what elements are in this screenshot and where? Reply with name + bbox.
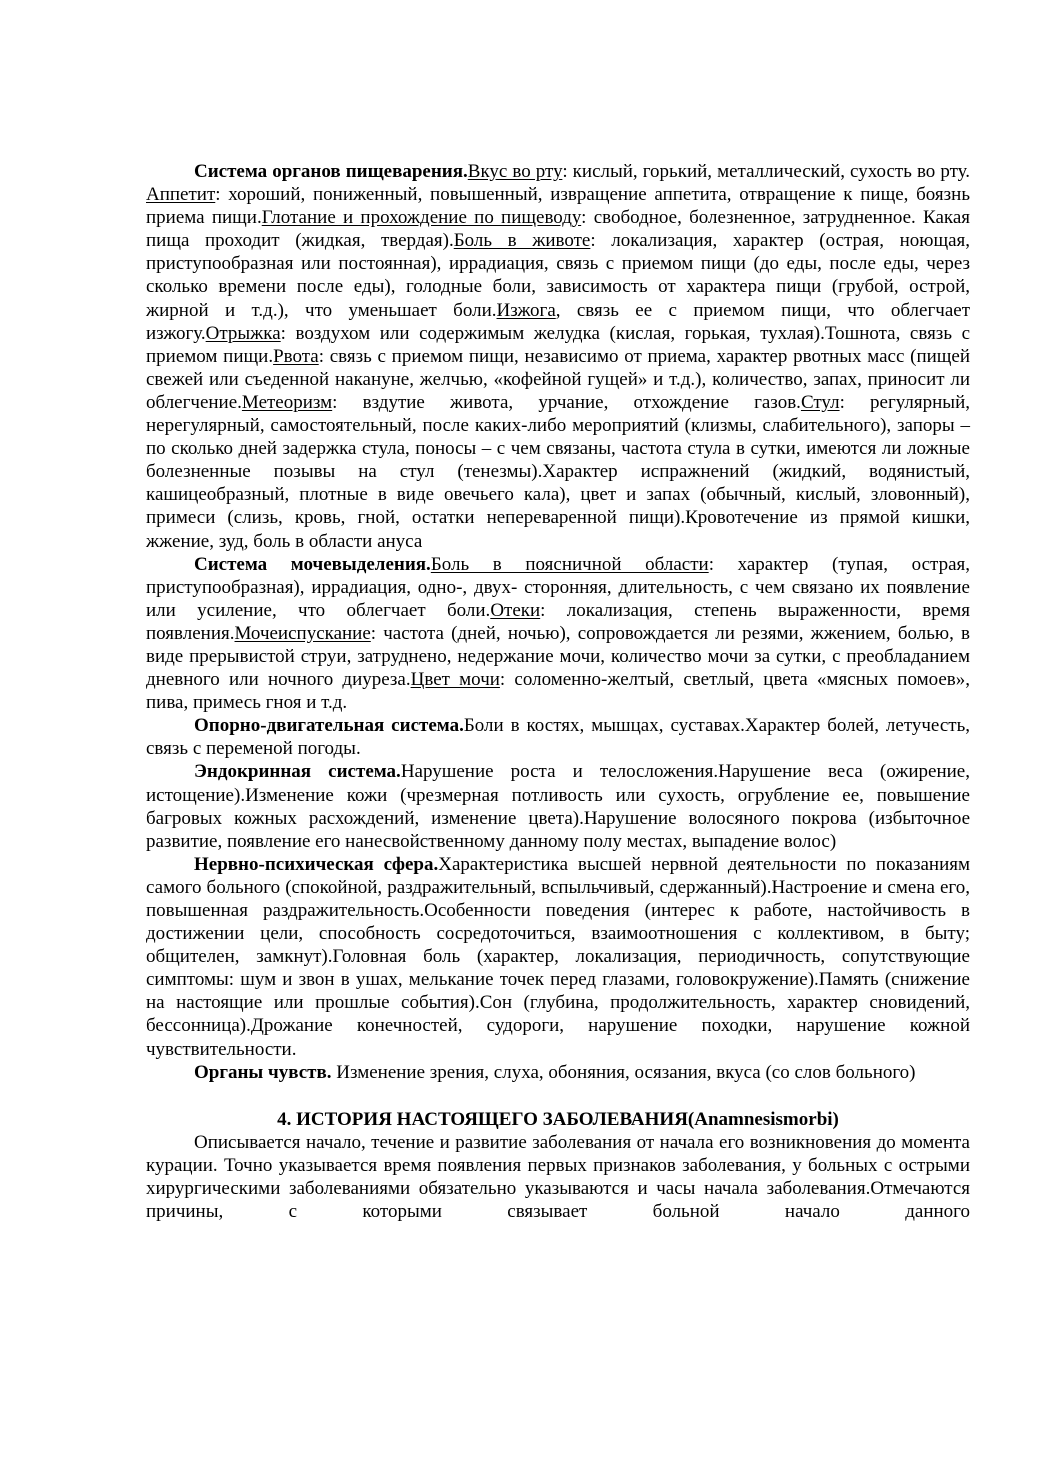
term-underlined: Аппетит [146,184,216,206]
term-underlined: Цвет мочи [410,669,500,691]
paragraph-text: : локализация, характер (острая, ноющая, приступообразная или постоянная), иррадиация, связь с приемом пищи (до еды, после еды, через сколько времени после еды), голодные боли, зависимость от характера пищи (грубой, острой, жирной и т.д.), что уменьшает боли. [146,230,970,321]
paragraph-text: Характеристика высшей нервной деятельности по показаниям самого больного (спокойной, раздражительный, вспыльчивый, сдержанный).Настроение и смена его, повышенная раздражительность.Особенности поведения (интерес к работе, настойчивость в достижении цели, способность сосредоточиться, взаимоотношения с коллективом, в быту; общителен, замкнут).Головная боль (характер, локализация, периодичность, сопутствующие симптомы: шум и звон в ушах, мелькание точек перед глазами, головокружение).Память (снижение на настоящие или прошлые события).Сон (глубина, продолжительность, характер сновидений, бессонница).Дрожание конечностей, судороги, нарушение походки, нарушение кожной чувствительности. [146,853,970,1060]
paragraph-text: : частота (дней, ночью), сопровождается ли резями, жжением, болью, в виде прерывистой струи, затруднено, недержание мочи, количество мочи за сутки, с преобладанием дневного или ночного диуреза. [146,622,970,691]
paragraph-history-present-illness: Описывается начало, течение и развитие заболевания от начала его возникновения до момента курации. Точно указывается время появления первых признаков заболевания, у больных с острыми хирургическими заболеваниями обязательно указываются и часы начала заболевания.Отмечаются причины, с которыми связывает больной начало данного [146,1131,970,1223]
paragraph-title: Нервно-психическая сфера. [194,853,439,875]
term-underlined: Рвота [273,345,319,367]
term-underlined: Боль в животе [453,230,591,252]
term-underlined: Стул [800,391,840,413]
term-underlined: Отеки [490,599,541,621]
paragraph-text: : регулярный, нерегулярный, самостоятельный, после каких-либо мероприятий (клизмы, слабительного), запоры – по сколько дней задержка стула, поносы – с чем связаны, частота стула в сутки, имеются ли ложные болезненные позывы на стул (тенезмы).Характер испражнений (жидкий, водянистый, кашицеобразный, плотные в виде овечьего кала), цвет и запах (обычный, кислый, зловонный), примеси (слизь, кровь, гной, остатки непереваренной пищи).Кровотечение из прямой кишки, жжение, зуд, боль в области ануса [146,391,970,552]
term-underlined: Глотание и прохождение по пищеводу [261,207,582,229]
paragraph-text: : связь с приемом пищи, независимо от приема, характер рвотных масс (пищей свежей или съеденной накануне, желчью, «кофейной гущей» и т.д.), количество, запах, приносит ли облегчение. [146,345,971,413]
paragraph-title: Система мочевыделения. [194,553,431,575]
paragraph-text: : характер (тупая, острая, приступообразная), иррадиация, одно-, двух- сторонняя, длительность, с чем связано их появление или усиление, что облегчает боли. [146,553,971,621]
paragraph-digestive-system [146,160,970,553]
term-underlined: Боль в поясничной области [430,553,709,575]
paragraph-text: : хороший, пониженный, повышенный, извращение аппетита, отвращение к пище, боязнь приема пищи. [146,184,970,229]
paragraph-text: : вздутие живота, урчание, отхождение газов. [332,391,801,413]
paragraph-text: : свободное, болезненное, затрудненное. Какая пища проходит (жидкая, твердая). [146,207,971,252]
paragraph-title: Система органов пищеварения. [194,161,468,182]
paragraph-urinary-system [146,553,970,715]
paragraph-text: : воздухом или содержимым желудка (кислая, горькая, тухлая).Тошнота, связь с приемом пищи. [146,322,970,367]
paragraph-title: Эндокринная система. [194,761,401,783]
paragraph-text: Нарушение роста и телосложения.Нарушение веса (ожирение, истощение).Изменение кожи (чрезмерная потливость или сухость, огрубление ее, повышение багровых кожных расхождений, изменение цвета).Нарушение волосяного покрова (избыточное развитие, появление его нанесвойственному данному полу местах, выпадение волос) [146,761,970,852]
term-underlined: Метеоризм [241,391,333,413]
section-heading-history: 4. ИСТОРИЯ НАСТОЯЩЕГО ЗАБОЛЕВАНИЯ(Anamnesismorbi) [277,1108,839,1130]
paragraph-sense-organs [146,1061,970,1084]
paragraph-endocrine-system [146,760,970,852]
paragraph-text: Изменение зрения, слуха, обоняния, осязания, вкуса (со слов больного) [331,1061,916,1083]
paragraph-neuropsychic-sphere [146,853,970,1061]
term-underlined: Изжога [496,299,556,321]
document-page [146,160,970,1223]
paragraph-title: Органы чувств. [194,1061,332,1083]
term-underlined: Отрыжка [205,322,281,344]
paragraph-text: , связь ее с приемом пищи, что облегчает изжогу. [146,299,970,344]
term-underlined: Мочеиспускание [234,622,371,644]
paragraph-text: : кислый, горький, металлический, сухость во рту. [562,161,970,182]
paragraph-title: Опорно-двигательная система. [194,715,464,737]
term-underlined: Вкус во рту [467,161,563,182]
paragraph-text: : соломенно-желтый, светлый, цвета «мясных помоев», пива, примесь гноя и т.д. [146,669,970,714]
paragraph-text: Боли в костях, мышцах, суставах.Характер болей, летучесть, связь с переменой погоды. [146,715,970,760]
paragraph-musculoskeletal-system [146,714,970,760]
paragraph-text: : локализация, степень выраженности, время появления. [146,599,971,644]
